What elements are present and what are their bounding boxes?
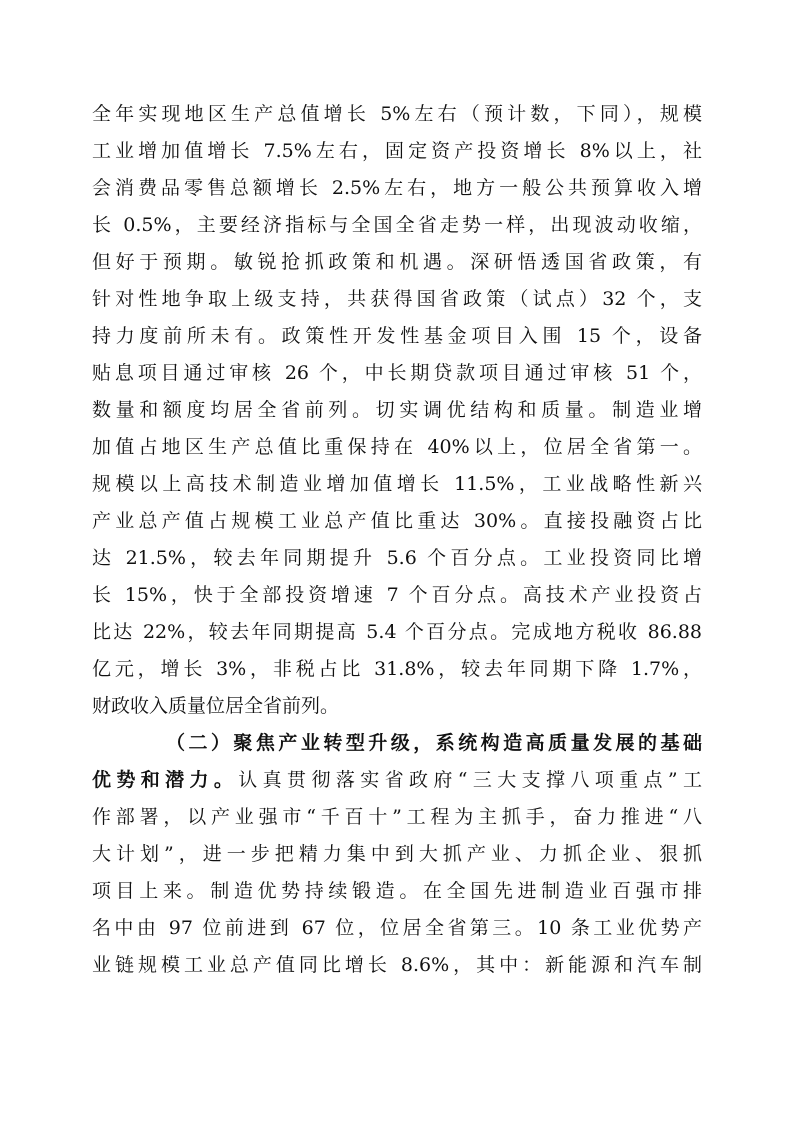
text-line: 持力度前所未有。政策性开发性基金项目入围 15 个，设备 — [92, 325, 702, 347]
paragraph-industrial-upgrade — [92, 725, 702, 984]
text-line: 业链规模工业总产值同比增长 8.6%，其中：新能源和汽车制 — [92, 954, 702, 976]
text-line: 针对性地争取上级支持，共获得国省政策（试点）32 个，支 — [92, 288, 702, 310]
document-body — [92, 96, 702, 984]
text-line — [92, 762, 702, 799]
text-line: 长 15%，快于全部投资增速 7 个百分点。高技术产业投资占 — [92, 584, 702, 606]
section-heading: （二）聚焦产业转型升级，系统构造高质量发展的基础 — [166, 732, 702, 754]
text-line: 数量和额度均居全省前列。切实调优结构和质量。制造业增 — [92, 399, 702, 421]
text-line: 产业总产值占规模工业总产值比重达 30%。直接投融资占比 — [92, 510, 702, 532]
text-line: 工业增加值增长 7.5%左右，固定资产投资增长 8%以上，社 — [92, 140, 702, 162]
section-heading-line — [92, 725, 702, 762]
text-line: 比达 22%，较去年同期提高 5.4 个百分点。完成地方税收 86.88 — [92, 621, 702, 643]
text-line: 贴息项目通过审核 26 个，中长期贷款项目通过审核 51 个， — [92, 362, 702, 384]
body-text: 认真贯彻落实省政府“三大支撑八项重点”工 — [238, 769, 702, 791]
text-line: 加值占地区生产总值比重保持在 40%以上，位居全省第一。 — [92, 436, 702, 458]
text-line: 项目上来。制造优势持续锻造。在全国先进制造业百强市排 — [92, 880, 702, 902]
section-heading-continued: 优势和潜力。 — [92, 769, 239, 791]
text-line: 会消费品零售总额增长 2.5%左右，地方一般公共预算收入增 — [92, 177, 702, 199]
text-line: 作部署，以产业强市“千百十”工程为主抓手，奋力推进“八 — [92, 806, 702, 828]
text-line: 全年实现地区生产总值增长 5%左右（预计数，下同），规模 — [92, 103, 702, 125]
text-line: 亿元，增长 3%，非税占比 31.8%，较去年同期下降 1.7%， — [92, 658, 702, 680]
paragraph-economic-indicators — [92, 96, 702, 725]
text-line: 财政收入质量位居全省前列。 — [92, 695, 340, 717]
text-line: 名中由 97 位前进到 67 位，位居全省第三。10 条工业优势产 — [92, 917, 702, 939]
text-line: 长 0.5%，主要经济指标与全国全省走势一样，出现波动收缩， — [92, 214, 702, 236]
text-line: 但好于预期。敏锐抢抓政策和机遇。深研悟透国省政策，有 — [92, 251, 702, 273]
text-line: 规模以上高技术制造业增加值增长 11.5%，工业战略性新兴 — [92, 473, 702, 495]
text-line: 大计划”，进一步把精力集中到大抓产业、力抓企业、狠抓 — [92, 843, 702, 865]
text-line: 达 21.5%，较去年同期提升 5.6 个百分点。工业投资同比增 — [92, 547, 702, 569]
